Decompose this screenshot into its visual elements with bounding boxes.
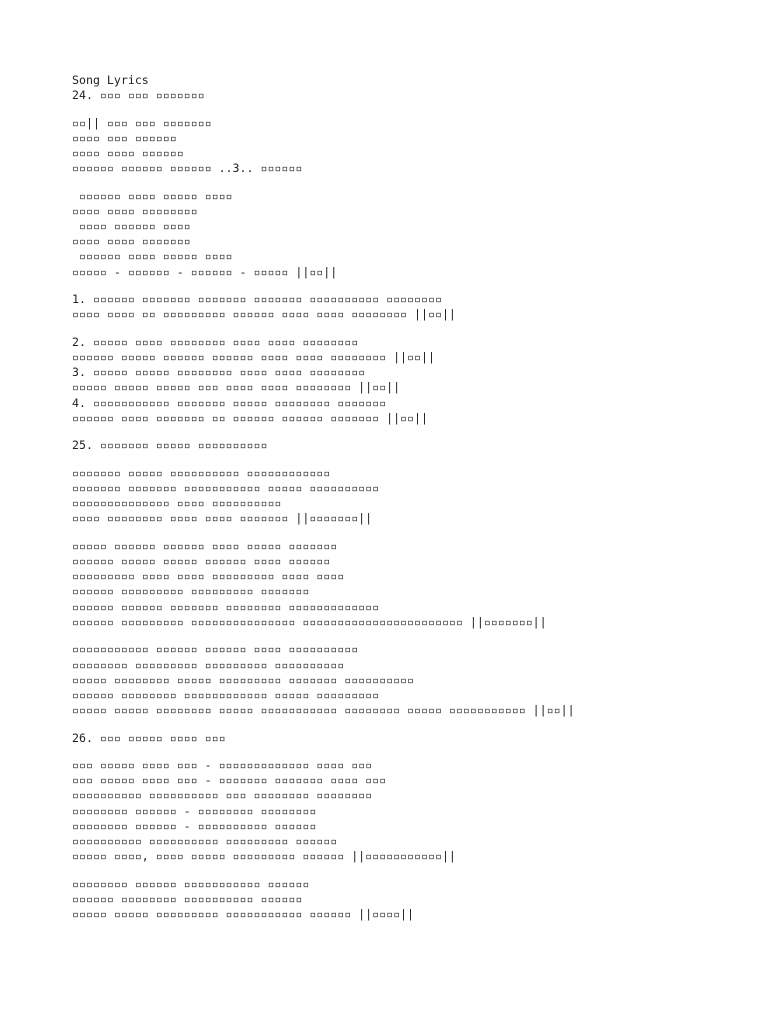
stanza: [72, 466, 748, 527]
lyric-line: 2. ▫▫▫▫▫ ▫▫▫▫ ▫▫▫▫▫▫▫▫ ▫▫▫▫ ▫▫▫▫ ▫▫▫▫▫▫▫▫: [72, 334, 359, 349]
lyric-line: ▫▫▫▫▫▫ ▫▫▫▫▫▫▫▫ ▫▫▫▫▫▫▫▫▫▫ ▫▫▫▫▫▫: [72, 891, 303, 906]
lyric-line: ▫▫▫▫ ▫▫▫ ▫▫▫▫▫▫: [72, 130, 177, 145]
lyric-line: ▫▫▫▫ ▫▫▫▫ ▫▫ ▫▫▫▫▫▫▫▫▫ ▫▫▫▫▫▫ ▫▫▫▫ ▫▫▫▫ ▫▫▫▫▫▫▫▫ ||▫▫||: [72, 307, 456, 322]
lyric-line: ▫▫▫▫▫ ▫▫▫▫▫▫▫▫ ▫▫▫▫▫ ▫▫▫▫▫▫▫▫▫ ▫▫▫▫▫▫▫ ▫▫▫▫▫▫▫▫▫▫: [72, 672, 415, 687]
song-section: [72, 438, 748, 730]
lyric-line: ▫▫▫▫▫▫▫▫▫▫ ▫▫▫▫▫▫▫▫▫▫ ▫▫▫▫▫▫▫▫▫ ▫▫▫▫▫▫: [72, 833, 338, 848]
lyric-line: ▫▫▫▫▫ ▫▫▫▫▫ ▫▫▫▫▫▫▫▫▫ ▫▫▫▫▫▫▫▫▫▫▫ ▫▫▫▫▫▫ ||▫▫▫▫||: [72, 906, 415, 921]
lyric-line: ▫▫▫▫▫▫▫ ▫▫▫▫▫▫▫ ▫▫▫▫▫▫▫▫▫▫▫ ▫▫▫▫▫ ▫▫▫▫▫▫▫▫▫▫: [72, 481, 380, 496]
stanza-gap: [72, 746, 748, 759]
song-section: [72, 88, 748, 438]
lyric-line: ▫▫▫▫▫▫▫ ▫▫▫▫▫ ▫▫▫▫▫▫▫▫▫▫ ▫▫▫▫▫▫▫▫▫▫▫▫: [72, 465, 331, 480]
lyric-line: ▫▫▫▫▫▫▫▫▫▫ ▫▫▫▫▫▫▫▫▫▫ ▫▫▫ ▫▫▫▫▫▫▫▫ ▫▫▫▫▫▫▫▫: [72, 788, 373, 803]
lyric-line: ▫▫▫▫▫ ▫▫▫▫▫ ▫▫▫▫▫ ▫▫▫ ▫▫▫▫ ▫▫▫▫ ▫▫▫▫▫▫▫▫ ||▫▫||: [72, 380, 401, 395]
lyric-line: ▫▫▫ ▫▫▫▫▫ ▫▫▫▫ ▫▫▫ - ▫▫▫▫▫▫▫ ▫▫▫▫▫▫▫ ▫▫▫▫ ▫▫▫: [72, 773, 387, 788]
stanza-gap: [72, 453, 748, 466]
stanza-gap: [72, 864, 748, 877]
stanza: [72, 335, 748, 426]
lyric-line: ▫▫▫▫▫▫▫▫▫ ▫▫▫▫ ▫▫▫▫ ▫▫▫▫▫▫▫▫▫ ▫▫▫▫ ▫▫▫▫: [72, 569, 345, 584]
lyric-line: ▫▫▫▫▫▫ ▫▫▫▫ ▫▫▫▫▫▫▫ ▫▫ ▫▫▫▫▫▫ ▫▫▫▫▫▫ ▫▫▫▫▫▫▫ ||▫▫||: [72, 410, 428, 425]
lyric-line: ▫▫▫▫▫▫▫▫ ▫▫▫▫▫▫ - ▫▫▫▫▫▫▫▫▫▫ ▫▫▫▫▫▫: [72, 818, 317, 833]
lyric-line: ▫▫▫▫▫ ▫▫▫▫, ▫▫▫▫ ▫▫▫▫▫ ▫▫▫▫▫▫▫▫▫ ▫▫▫▫▫▫ ||▫▫▫▫▫▫▫▫▫▫▫||: [72, 849, 456, 864]
lyric-line: ▫▫▫▫▫▫ ▫▫▫▫▫▫▫▫ ▫▫▫▫▫▫▫▫▫▫▫▫ ▫▫▫▫▫ ▫▫▫▫▫▫▫▫▫: [72, 687, 380, 702]
stanza: [72, 189, 748, 280]
lyric-line: ▫▫▫▫▫▫ ▫▫▫▫▫ ▫▫▫▫▫ ▫▫▫▫▫▫ ▫▫▫▫ ▫▫▫▫▫▫: [72, 554, 331, 569]
lyric-line: ▫▫▫▫▫ - ▫▫▫▫▫▫ - ▫▫▫▫▫▫ - ▫▫▫▫▫ ||▫▫||: [72, 264, 338, 279]
lyric-line: ▫▫▫▫▫▫ ▫▫▫▫▫▫ ▫▫▫▫▫▫ ..3.. ▫▫▫▫▫▫: [72, 161, 303, 176]
song-heading: 25. ▫▫▫▫▫▫▫ ▫▫▫▫▫ ▫▫▫▫▫▫▫▫▫▫: [72, 438, 268, 453]
song-section: [72, 731, 748, 923]
stanza: [72, 877, 748, 922]
lyric-line: ▫▫|| ▫▫▫ ▫▫▫ ▫▫▫▫▫▫▫: [72, 115, 212, 130]
lyric-line: ▫▫▫▫▫▫ ▫▫▫▫▫▫▫▫▫ ▫▫▫▫▫▫▫▫▫ ▫▫▫▫▫▫▫: [72, 584, 310, 599]
lyric-line: ▫▫▫▫▫ ▫▫▫▫▫ ▫▫▫▫▫▫▫▫ ▫▫▫▫▫ ▫▫▫▫▫▫▫▫▫▫▫ ▫▫▫▫▫▫▫▫ ▫▫▫▫▫ ▫▫▫▫▫▫▫▫▫▫▫ ||▫▫||: [72, 702, 575, 717]
lyric-line: ▫▫▫▫▫▫▫▫▫▫▫ ▫▫▫▫▫▫ ▫▫▫▫▫▫ ▫▫▫▫ ▫▫▫▫▫▫▫▫▫▫: [72, 642, 359, 657]
stanza: [72, 539, 748, 630]
lyric-line: ▫▫▫▫ ▫▫▫▫▫▫ ▫▫▫▫: [72, 219, 191, 234]
lyric-line: ▫▫▫▫▫▫▫▫ ▫▫▫▫▫▫ - ▫▫▫▫▫▫▫▫ ▫▫▫▫▫▫▫▫: [72, 803, 317, 818]
lyric-line: ▫▫▫▫▫▫▫▫ ▫▫▫▫▫▫ ▫▫▫▫▫▫▫▫▫▫▫ ▫▫▫▫▫▫: [72, 876, 310, 891]
lyric-line: ▫▫▫▫▫▫ ▫▫▫▫ ▫▫▫▫▫ ▫▫▫▫: [72, 249, 233, 264]
lyric-line: ▫▫▫▫▫ ▫▫▫▫▫▫ ▫▫▫▫▫▫ ▫▫▫▫ ▫▫▫▫▫ ▫▫▫▫▫▫▫: [72, 539, 338, 554]
song-heading: 26. ▫▫▫ ▫▫▫▫▫ ▫▫▫▫ ▫▫▫: [72, 730, 226, 745]
stanza: [72, 292, 748, 322]
lyric-line: 4. ▫▫▫▫▫▫▫▫▫▫▫ ▫▫▫▫▫▫▫ ▫▫▫▫▫ ▫▫▫▫▫▫▫▫ ▫▫▫▫▫▫▫: [72, 395, 387, 410]
lyric-line: ▫▫▫▫▫▫ ▫▫▫▫▫▫ ▫▫▫▫▫▫▫ ▫▫▫▫▫▫▫▫ ▫▫▫▫▫▫▫▫▫▫▫▫▫: [72, 599, 380, 614]
stanza-gap: [72, 527, 748, 540]
lyric-line: ▫▫▫▫▫▫▫▫▫▫▫▫▫▫ ▫▫▫▫ ▫▫▫▫▫▫▫▫▫▫: [72, 496, 282, 511]
lyric-line: ▫▫▫▫ ▫▫▫▫ ▫▫▫▫▫▫: [72, 146, 184, 161]
stanza-gap: [72, 103, 748, 116]
section-gap: [72, 426, 748, 439]
lyric-line: ▫▫▫▫▫▫ ▫▫▫▫ ▫▫▫▫▫ ▫▫▫▫: [72, 188, 233, 203]
lyric-line: 3. ▫▫▫▫▫ ▫▫▫▫▫ ▫▫▫▫▫▫▫▫ ▫▫▫▫ ▫▫▫▫ ▫▫▫▫▫▫▫▫: [72, 365, 366, 380]
stanza: [72, 758, 748, 864]
document-title: Song Lyrics: [72, 73, 149, 87]
song-heading: 24. ▫▫▫ ▫▫▫ ▫▫▫▫▫▫▫: [72, 88, 205, 103]
stanza: [72, 642, 748, 718]
lyric-line: ▫▫▫▫▫▫ ▫▫▫▫▫ ▫▫▫▫▫▫ ▫▫▫▫▫▫ ▫▫▫▫ ▫▫▫▫ ▫▫▫▫▫▫▫▫ ||▫▫||: [72, 350, 435, 365]
document-body: [72, 73, 748, 922]
lyric-line: ▫▫▫▫▫▫ ▫▫▫▫▫▫▫▫▫ ▫▫▫▫▫▫▫▫▫▫▫▫▫▫▫ ▫▫▫▫▫▫▫▫▫▫▫▫▫▫▫▫▫▫▫▫▫▫▫ ||▫▫▫▫▫▫▫||: [72, 614, 547, 629]
stanza-gap: [72, 280, 748, 293]
lyric-line: ▫▫▫ ▫▫▫▫▫ ▫▫▫▫ ▫▫▫ - ▫▫▫▫▫▫▫▫▫▫▫▫▫ ▫▫▫▫ ▫▫▫: [72, 758, 373, 773]
lyric-line: ▫▫▫▫▫▫▫▫ ▫▫▫▫▫▫▫▫▫ ▫▫▫▫▫▫▫▫▫ ▫▫▫▫▫▫▫▫▫▫: [72, 657, 345, 672]
stanza-gap: [72, 322, 748, 335]
lyric-line: ▫▫▫▫ ▫▫▫▫ ▫▫▫▫▫▫▫▫: [72, 203, 198, 218]
stanza: [72, 116, 748, 177]
lyric-line: ▫▫▫▫ ▫▫▫▫ ▫▫▫▫▫▫▫: [72, 234, 191, 249]
lyric-line: 1. ▫▫▫▫▫▫ ▫▫▫▫▫▫▫ ▫▫▫▫▫▫▫ ▫▫▫▫▫▫▫ ▫▫▫▫▫▫▫▫▫▫ ▫▫▫▫▫▫▫▫: [72, 292, 442, 307]
stanza-gap: [72, 176, 748, 189]
section-gap: [72, 718, 748, 731]
lyric-line: ▫▫▫▫ ▫▫▫▫▫▫▫▫ ▫▫▫▫ ▫▫▫▫ ▫▫▫▫▫▫▫ ||▫▫▫▫▫▫▫||: [72, 511, 373, 526]
stanza-gap: [72, 630, 748, 643]
